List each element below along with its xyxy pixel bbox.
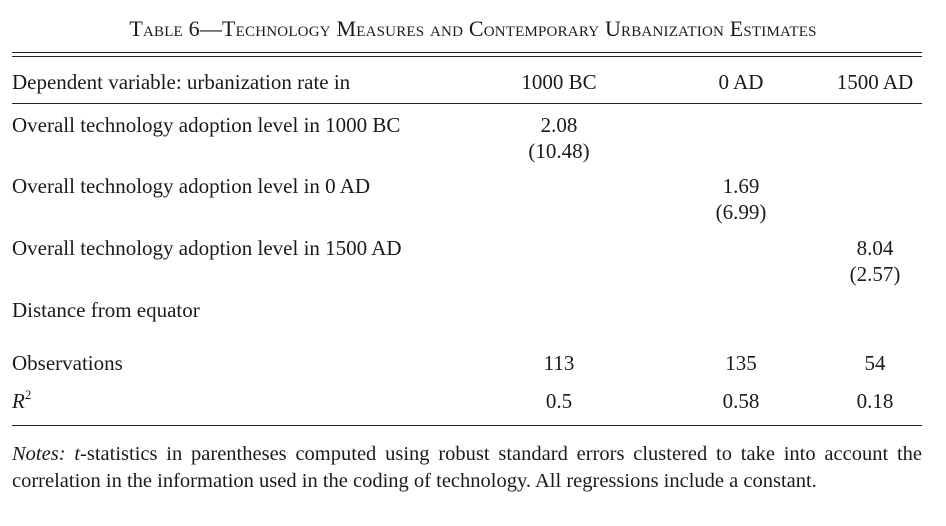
header-rule [12,103,922,104]
r-squared-value: 0.58 [722,389,760,413]
coef-cell [810,236,940,287]
column-header-1000bc: 1000 BC [521,70,597,94]
observations-label: Observations [12,351,123,375]
row-label: Distance from equator [12,298,200,322]
table-notes [12,441,922,495]
r-symbol: R [12,389,25,413]
r-squared-label [12,389,31,414]
r-squared-value: 0.18 [856,389,894,413]
observations-value: 54 [864,351,886,375]
top-rule-2 [12,56,922,57]
notes-text: -statistics in parentheses computed using robust standard errors clustered to take into account the correlation in the information used in the coding of technology. All regressions include a constant. [12,443,923,492]
header-label: Dependent variable: urbanization rate in [12,70,351,94]
coef-cell [494,113,624,164]
observations-value: 135 [725,351,757,375]
table-title [0,16,946,42]
t-statistic: (2.57) [849,262,901,286]
r-squared-value: 0.5 [545,389,573,413]
coefficient: 2.08 [540,113,578,137]
bottom-rule [12,425,922,426]
notes-lead: Notes: [12,443,66,465]
column-header-1500ad: 1500 AD [836,70,914,94]
observations-value: 113 [543,351,575,375]
table-title-text: Table 6—Technology Measures and Contemporary Urbanization Estimates [129,16,817,41]
coefficient: 1.69 [722,174,760,198]
t-statistic: (10.48) [528,139,590,163]
r-exponent: 2 [24,387,32,402]
notes-t-symbol: t [74,443,81,465]
coef-cell [676,174,806,225]
coefficient: 8.04 [856,236,894,260]
top-rule-1 [12,52,922,53]
column-header-0ad: 0 AD [718,70,764,94]
row-label: Overall technology adoption level in 0 AD [12,174,371,198]
t-statistic: (6.99) [715,200,767,224]
row-label: Overall technology adoption level in 1000 BC [12,113,401,137]
row-label: Overall technology adoption level in 1500 AD [12,236,402,260]
